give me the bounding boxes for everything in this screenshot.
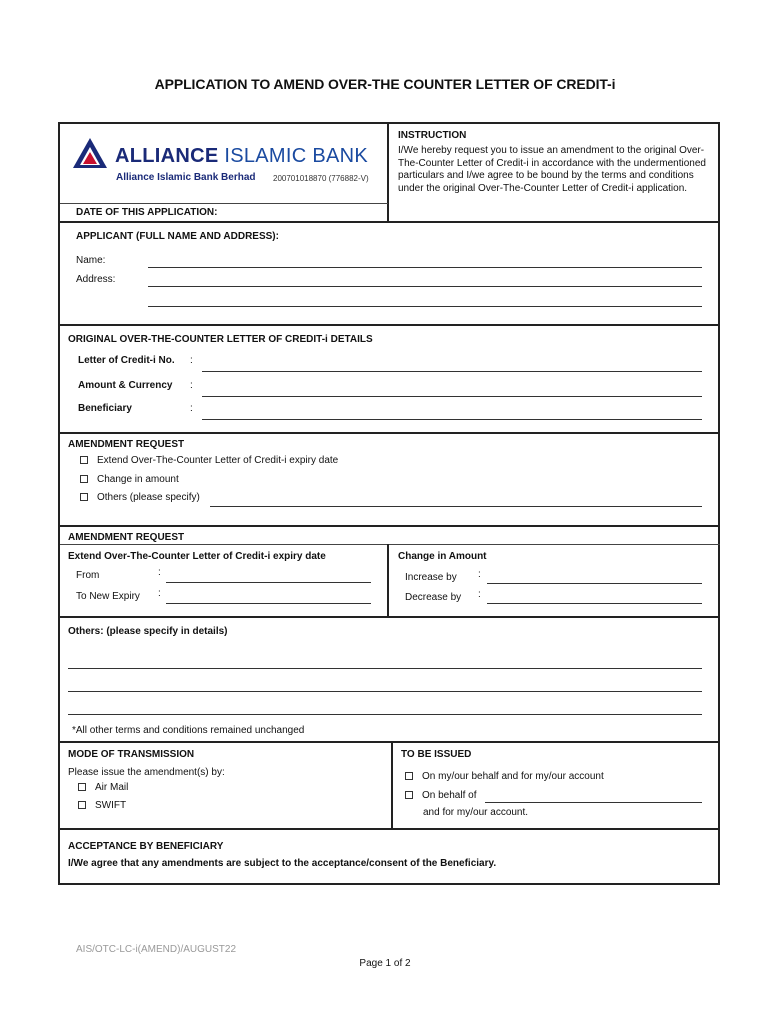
checkbox[interactable] bbox=[405, 772, 413, 780]
increase-field[interactable] bbox=[487, 583, 702, 584]
original-details-heading: ORIGINAL OVER-THE-COUNTER LETTER OF CREDIT-i DETAILS bbox=[68, 334, 373, 345]
option-extend-expiry[interactable]: Extend Over-The-Counter Letter of Credit-i expiry date bbox=[80, 455, 338, 467]
terms-note: *All other terms and conditions remained unchanged bbox=[72, 725, 305, 736]
to-expiry-label: To New Expiry bbox=[76, 591, 140, 602]
option-change-amount[interactable]: Change in amount bbox=[80, 474, 179, 486]
page-title: APPLICATION TO AMEND OVER-THE COUNTER LETTER OF CREDIT-i bbox=[154, 76, 616, 92]
option-swift[interactable]: SWIFT bbox=[78, 800, 126, 812]
checkbox[interactable] bbox=[78, 801, 86, 809]
lc-number-field[interactable] bbox=[202, 371, 702, 372]
others-line-2[interactable] bbox=[68, 691, 702, 692]
to-expiry-colon: : bbox=[158, 588, 161, 599]
bank-legal-name: Alliance Islamic Bank Berhad bbox=[116, 172, 256, 183]
increase-label: Increase by bbox=[405, 572, 457, 583]
from-field[interactable] bbox=[166, 582, 371, 583]
header-divider bbox=[387, 124, 389, 222]
option-on-behalf-of[interactable]: On behalf of bbox=[405, 790, 476, 802]
increase-colon: : bbox=[478, 569, 481, 580]
others-specify-field[interactable] bbox=[210, 506, 702, 507]
option-air-mail[interactable]: Air Mail bbox=[78, 782, 128, 794]
date-top-line bbox=[60, 203, 388, 204]
date-label: DATE OF THIS APPLICATION: bbox=[76, 207, 218, 218]
decrease-label: Decrease by bbox=[405, 592, 462, 603]
amount-currency-colon: : bbox=[190, 380, 193, 391]
beneficiary-label: Beneficiary bbox=[78, 403, 132, 414]
option-own-behalf[interactable]: On my/our behalf and for my/our account bbox=[405, 771, 604, 783]
option-others[interactable]: Others (please specify) bbox=[80, 492, 200, 504]
others-heading: Others: (please specify in details) bbox=[68, 626, 228, 637]
to-be-issued-heading: TO BE ISSUED bbox=[401, 749, 472, 760]
address-field-line-1[interactable] bbox=[148, 286, 702, 287]
extend-expiry-heading: Extend Over-The-Counter Letter of Credit-i expiry date bbox=[68, 551, 326, 562]
transmission-heading: MODE OF TRANSMISSION bbox=[68, 749, 195, 760]
decrease-field[interactable] bbox=[487, 603, 702, 604]
address-field-line-2[interactable] bbox=[148, 306, 702, 307]
checkbox[interactable] bbox=[80, 456, 88, 464]
others-line-1[interactable] bbox=[68, 668, 702, 669]
decrease-colon: : bbox=[478, 589, 481, 600]
name-field[interactable] bbox=[148, 267, 702, 268]
lc-number-label: Letter of Credit-i No. bbox=[78, 355, 175, 366]
on-behalf-suffix: and for my/our account. bbox=[423, 807, 529, 818]
transmission-intro: Please issue the amendment(s) by: bbox=[68, 767, 225, 778]
amendment-request-heading-2: AMENDMENT REQUEST bbox=[68, 532, 185, 543]
from-label: From bbox=[76, 570, 100, 581]
acceptance-heading: ACCEPTANCE BY BENEFICIARY bbox=[68, 841, 224, 852]
acceptance-text: I/We agree that any amendments are subject to the acceptance/consent of the Beneficiary. bbox=[68, 858, 497, 869]
instruction-text: I/We hereby request you to issue an amendment to the original Over-The-Counter Letter of Credit-i in accordance with the undermentioned particulars and I/we agree to be bound by the terms and conditions under the original Over-The-Counter Letter of Credit-i application. bbox=[398, 145, 706, 194]
applicant-heading: APPLICANT (FULL NAME AND ADDRESS): bbox=[76, 231, 279, 242]
checkbox[interactable] bbox=[405, 791, 413, 799]
name-label: Name: bbox=[76, 255, 106, 266]
change-amount-heading: Change in Amount bbox=[398, 551, 487, 562]
instruction-heading: INSTRUCTION bbox=[398, 130, 467, 141]
to-expiry-field[interactable] bbox=[166, 603, 371, 604]
from-colon: : bbox=[158, 567, 161, 578]
bank-registration: 200701018870 (776882-V) bbox=[273, 174, 369, 183]
amount-currency-label: Amount & Currency bbox=[78, 380, 173, 391]
amount-currency-field[interactable] bbox=[202, 396, 702, 397]
amendment-divider bbox=[387, 544, 389, 616]
others-line-3[interactable] bbox=[68, 714, 702, 715]
bank-logo bbox=[72, 137, 108, 171]
page-number: Page 1 of 2 bbox=[359, 958, 411, 969]
lc-number-colon: : bbox=[190, 355, 193, 366]
beneficiary-colon: : bbox=[190, 403, 193, 414]
form-code: AIS/OTC-LC-i(AMEND)/AUGUST22 bbox=[76, 944, 237, 955]
address-label: Address: bbox=[76, 274, 116, 285]
beneficiary-field[interactable] bbox=[202, 419, 702, 420]
checkbox[interactable] bbox=[78, 783, 86, 791]
checkbox[interactable] bbox=[80, 493, 88, 501]
transmission-divider bbox=[391, 741, 393, 828]
amendment-request-heading: AMENDMENT REQUEST bbox=[68, 439, 185, 450]
on-behalf-of-field[interactable] bbox=[485, 802, 702, 803]
bank-logo-name: ALLIANCE ISLAMIC BANK bbox=[115, 145, 369, 167]
checkbox[interactable] bbox=[80, 475, 88, 483]
